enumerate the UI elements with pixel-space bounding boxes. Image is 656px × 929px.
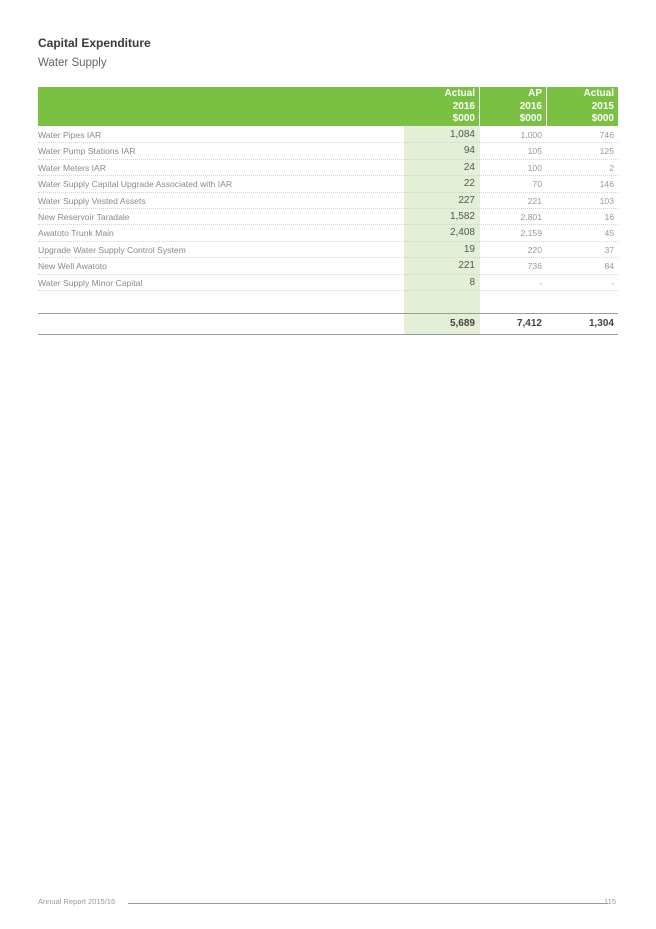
cell-actual-2015: 103 <box>599 195 614 206</box>
cell-ap-2016: - <box>539 277 542 288</box>
cell-actual-2016: 227 <box>458 194 475 206</box>
col-header-line: $000 <box>591 113 614 124</box>
row-label: Water Pump Stations IAR <box>38 146 136 157</box>
header-divider <box>546 87 547 126</box>
table-row <box>38 225 618 241</box>
cell-ap-2016: 70 <box>532 179 542 190</box>
cell-actual-2016: 2,408 <box>449 227 475 239</box>
table-header <box>38 87 618 126</box>
cell-ap-2016: 220 <box>527 244 542 255</box>
totals-row <box>38 313 618 335</box>
row-label: Upgrade Water Supply Control System <box>38 244 186 255</box>
cell-actual-2016: 24 <box>463 161 475 173</box>
cell-actual-2016: 8 <box>469 276 475 288</box>
table-row <box>38 160 618 176</box>
cell-actual-2016: 221 <box>458 260 475 272</box>
total-ap-2016: 7,412 <box>516 317 542 329</box>
header-divider <box>479 87 480 126</box>
table-row <box>38 209 618 225</box>
row-label: New Reservoir Taradale <box>38 211 130 222</box>
page-subtitle: Water Supply <box>38 57 107 69</box>
row-label: Awatoto Trunk Main <box>38 228 114 239</box>
cell-ap-2016: 736 <box>527 261 542 272</box>
cell-actual-2015: 45 <box>604 228 614 239</box>
cell-ap-2016: 100 <box>527 162 542 173</box>
cell-actual-2016: 1,582 <box>449 210 475 222</box>
table-row <box>38 143 618 159</box>
cell-actual-2016: 22 <box>463 178 475 190</box>
cell-actual-2016: 94 <box>463 145 475 157</box>
cell-actual-2015: - <box>611 277 614 288</box>
table-row <box>38 242 618 258</box>
col-header-line: $000 <box>452 113 475 124</box>
total-actual-2015: 1,304 <box>588 317 614 329</box>
col-header-line: AP <box>528 88 542 99</box>
page-number: 115 <box>604 897 616 906</box>
col-header-line: $000 <box>519 113 542 124</box>
col-header-line: Actual <box>444 88 475 99</box>
col-actual-2015-header <box>554 88 614 126</box>
table-row <box>38 176 618 192</box>
footer-rule <box>128 903 608 904</box>
cell-actual-2015: 2 <box>609 162 614 173</box>
cell-ap-2016: 1,000 <box>520 130 542 140</box>
cell-actual-2015: 125 <box>599 146 614 157</box>
footer-report-title: Annual Report 2015/16 <box>38 897 116 906</box>
cell-actual-2015: 146 <box>599 179 614 190</box>
table-row <box>38 127 618 143</box>
cell-actual-2016: 19 <box>463 243 475 255</box>
total-actual-2016: 5,689 <box>449 317 475 329</box>
cell-ap-2016: 105 <box>527 146 542 157</box>
row-label: New Well Awatoto <box>38 261 107 272</box>
cell-ap-2016: 2,801 <box>520 211 542 222</box>
row-divider <box>38 290 618 291</box>
row-label: Water Supply Minor Capital <box>38 277 143 288</box>
cell-actual-2015: 746 <box>599 130 614 140</box>
cell-actual-2015: 16 <box>604 211 614 222</box>
row-label: Water Meters IAR <box>38 162 106 173</box>
table-body <box>38 127 618 291</box>
row-label: Water Pipes IAR <box>38 130 102 140</box>
cell-actual-2015: 37 <box>604 244 614 255</box>
table-row <box>38 193 618 209</box>
col-header-line: 2015 <box>591 100 614 112</box>
cell-actual-2015: 84 <box>604 261 614 272</box>
row-label: Water Supply Capital Upgrade Associated with IAR <box>38 179 233 190</box>
cell-ap-2016: 2,159 <box>520 228 542 239</box>
cell-actual-2016: 1,084 <box>449 129 475 140</box>
cell-ap-2016: 221 <box>527 195 542 206</box>
col-header-line: Actual <box>583 88 614 99</box>
col-ap-2016-header <box>482 88 542 126</box>
col-actual-2016-header <box>405 88 475 126</box>
col-header-line: 2016 <box>452 100 475 112</box>
table-row <box>38 275 618 291</box>
col-header-line: 2016 <box>519 100 542 112</box>
row-label: Water Supply Vested Assets <box>38 195 146 206</box>
capex-table <box>38 87 618 335</box>
table-row <box>38 258 618 274</box>
page-title: Capital Expenditure <box>38 36 151 50</box>
